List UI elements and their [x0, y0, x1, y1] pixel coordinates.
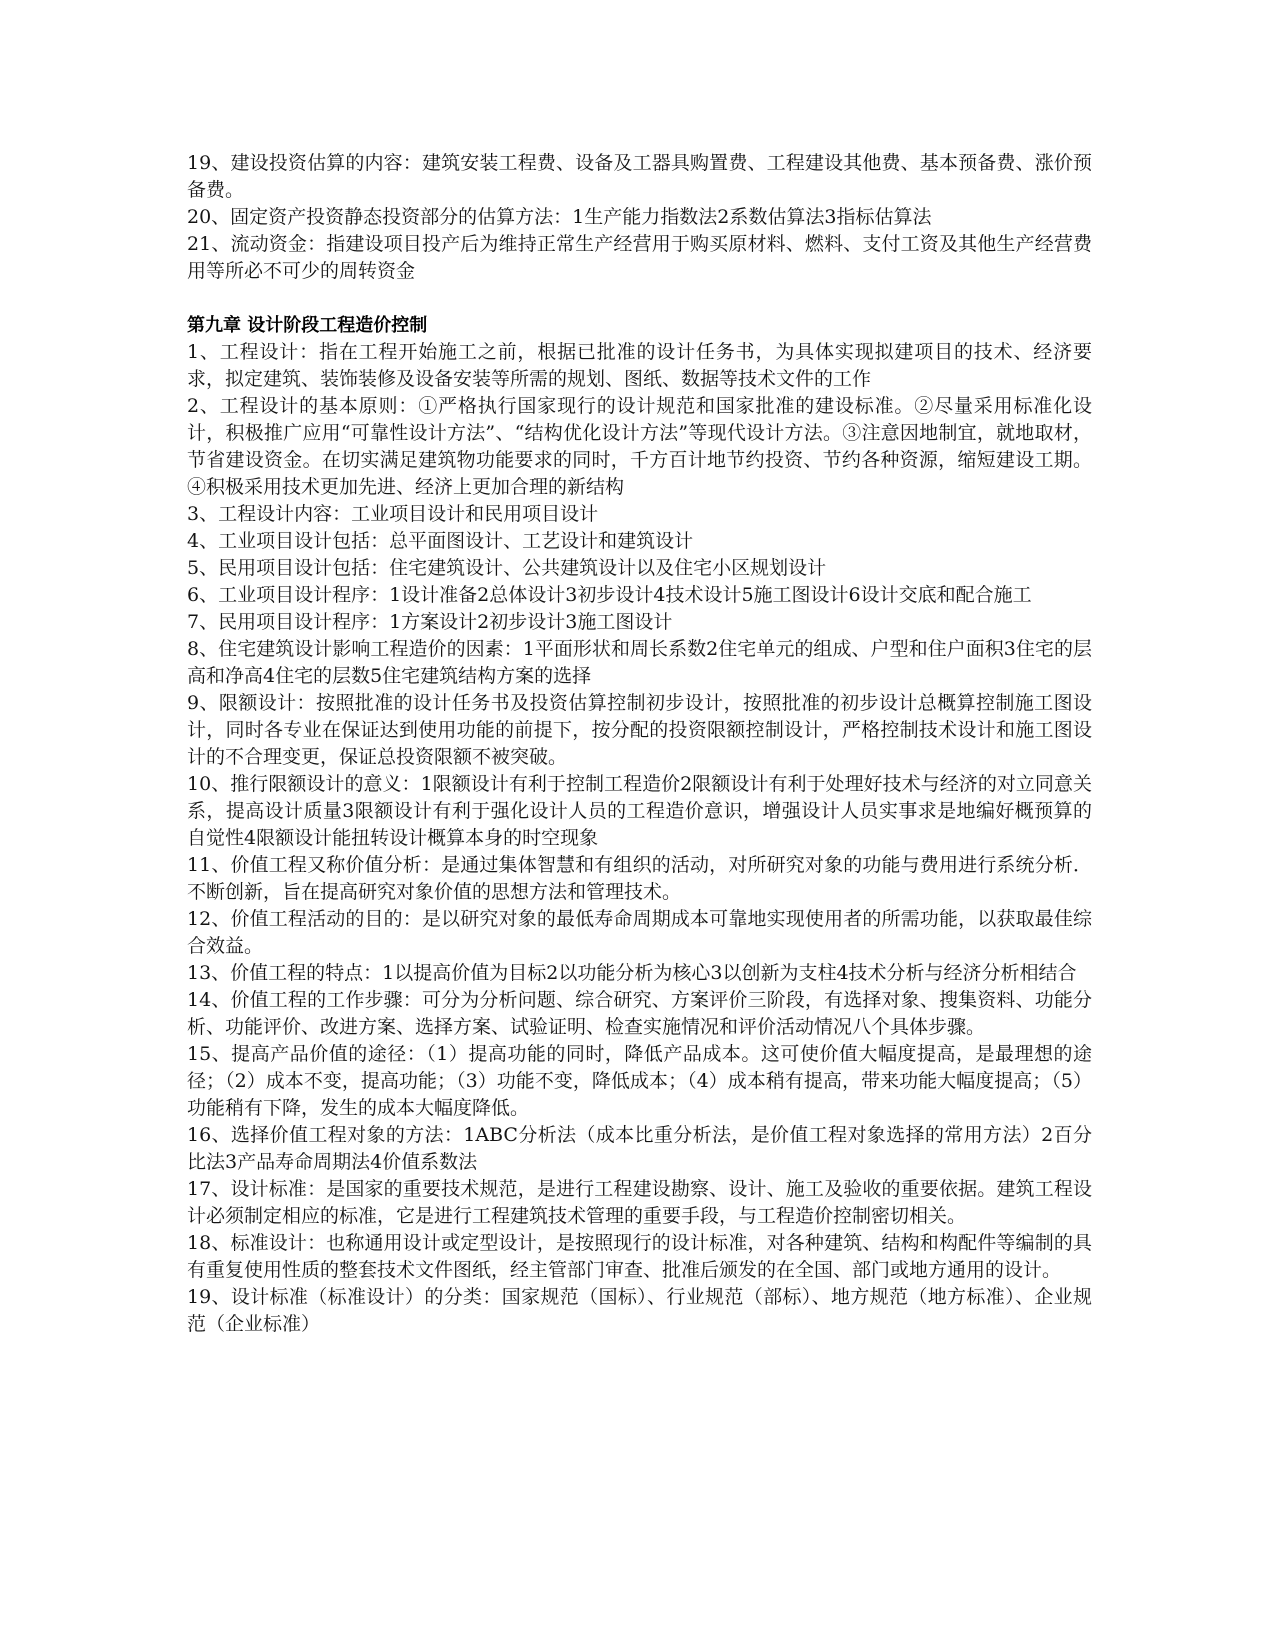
paragraph-item-15: 15、提高产品价值的途径：（1）提高功能的同时，降低产品成本。这可使价值大幅度提高，是最理想的途径；（2）成本不变，提高功能；（3）功能不变，降低成本；（4）成本稍有提高，带来功能大幅度提高；（5）功能稍有下降，发生的成本大幅度降低。 [187, 1043, 1092, 1119]
paragraph-item-19: 19、设计标准（标准设计）的分类：国家规范（国标）、行业规范（部标）、地方规范（地方标准）、企业规范（企业标准） [187, 1286, 1092, 1335]
paragraph-item-13: 13、价值工程的特点：1以提高价值为目标2以功能分析为核心3以创新为支柱4技术分析与经济分析相结合 [187, 962, 1077, 984]
paragraph-item-18: 18、标准设计：也称通用设计或定型设计，是按照现行的设计标准，对各种建筑、结构和构配件等编制的具有重复使用性质的整套技术文件图纸，经主管部门审查、批准后颁发的在全国、部门或地方通用的设计。 [187, 1232, 1092, 1281]
chapter-heading: 第九章 设计阶段工程造价控制 [187, 315, 428, 336]
paragraph-intro-20: 20、固定资产投资静态投资部分的估算方法：1生产能力指数法2系数估算法3指标估算法 [187, 206, 932, 228]
document-body [187, 150, 1092, 1338]
paragraph-item-3: 3、工程设计内容：工业项目设计和民用项目设计 [187, 503, 599, 525]
paragraph-item-10: 10、推行限额设计的意义：1限额设计有利于控制工程造价2限额设计有利于处理好技术与经济的对立同意关系，提高设计质量3限额设计有利于强化设计人员的工程造价意识，增强设计人员实事求是地编好概预算的自觉性4限额设计能扭转设计概算本身的时空现象 [187, 773, 1092, 849]
paragraph-item-8: 8、住宅建筑设计影响工程造价的因素：1平面形状和周长系数2住宅单元的组成、户型和住户面积3住宅的层高和净高4住宅的层数5住宅建筑结构方案的选择 [187, 638, 1092, 687]
paragraph-intro-21: 21、流动资金：指建设项目投产后为维持正常生产经营用于购买原材料、燃料、支付工资及其他生产经营费用等所必不可少的周转资金 [187, 233, 1092, 282]
paragraph-item-14: 14、价值工程的工作步骤：可分为分析问题、综合研究、方案评价三阶段，有选择对象、搜集资料、功能分析、功能评价、改进方案、选择方案、试验证明、检查实施情况和评价活动情况八个具体步骤。 [187, 989, 1092, 1038]
section-spacer [187, 285, 1092, 312]
paragraph-item-16: 16、选择价值工程对象的方法：1ABC分析法（成本比重分析法，是价值工程对象选择的常用方法）2百分比法3产品寿命周期法4价值系数法 [187, 1124, 1092, 1173]
paragraph-item-4: 4、工业项目设计包括：总平面图设计、工艺设计和建筑设计 [187, 530, 694, 552]
paragraph-item-1: 1、工程设计：指在工程开始施工之前，根据已批准的设计任务书，为具体实现拟建项目的技术、经济要求，拟定建筑、装饰装修及设备安装等所需的规划、图纸、数据等技术文件的工作 [187, 341, 1092, 390]
paragraph-item-11: 11、价值工程又称价值分析：是通过集体智慧和有组织的活动，对所研究对象的功能与费用进行系统分析．不断创新，旨在提高研究对象价值的思想方法和管理技术。 [187, 854, 1092, 903]
paragraph-item-7: 7、民用项目设计程序：1方案设计2初步设计3施工图设计 [187, 611, 673, 633]
paragraph-item-9: 9、限额设计：按照批准的设计任务书及投资估算控制初步设计，按照批准的初步设计总概算控制施工图设计，同时各专业在保证达到使用功能的前提下，按分配的投资限额控制设计，严格控制技术设计和施工图设计的不合理变更，保证总投资限额不被突破。 [187, 692, 1092, 768]
paragraph-item-12: 12、价值工程活动的目的：是以研究对象的最低寿命周期成本可靠地实现使用者的所需功能，以获取最佳综合效益。 [187, 908, 1092, 957]
paragraph-item-6: 6、工业项目设计程序：1设计准备2总体设计3初步设计4技术设计5施工图设计6设计交底和配合施工 [187, 584, 1032, 606]
paragraph-item-2: 2、工程设计的基本原则：①严格执行国家现行的设计规范和国家批准的建设标准。②尽量采用标准化设计，积极推广应用“可靠性设计方法”、“结构优化设计方法”等现代设计方法。③注意因地制宜，就地取材，节省建设资金。在切实满足建筑物功能要求的同时，千方百计地节约投资、节约各种资源，缩短建设工期。④积极采用技术更加先进、经济上更加合理的新结构 [187, 395, 1092, 498]
paragraph-item-17: 17、设计标准：是国家的重要技术规范，是进行工程建设勘察、设计、施工及验收的重要依据。建筑工程设计必须制定相应的标准，它是进行工程建筑技术管理的重要手段，与工程造价控制密切相关。 [187, 1178, 1092, 1227]
paragraph-intro-19: 19、建设投资估算的内容：建筑安装工程费、设备及工器具购置费、工程建设其他费、基本预备费、涨价预备费。 [187, 152, 1092, 201]
paragraph-item-5: 5、民用项目设计包括：住宅建筑设计、公共建筑设计以及住宅小区规划设计 [187, 557, 827, 579]
